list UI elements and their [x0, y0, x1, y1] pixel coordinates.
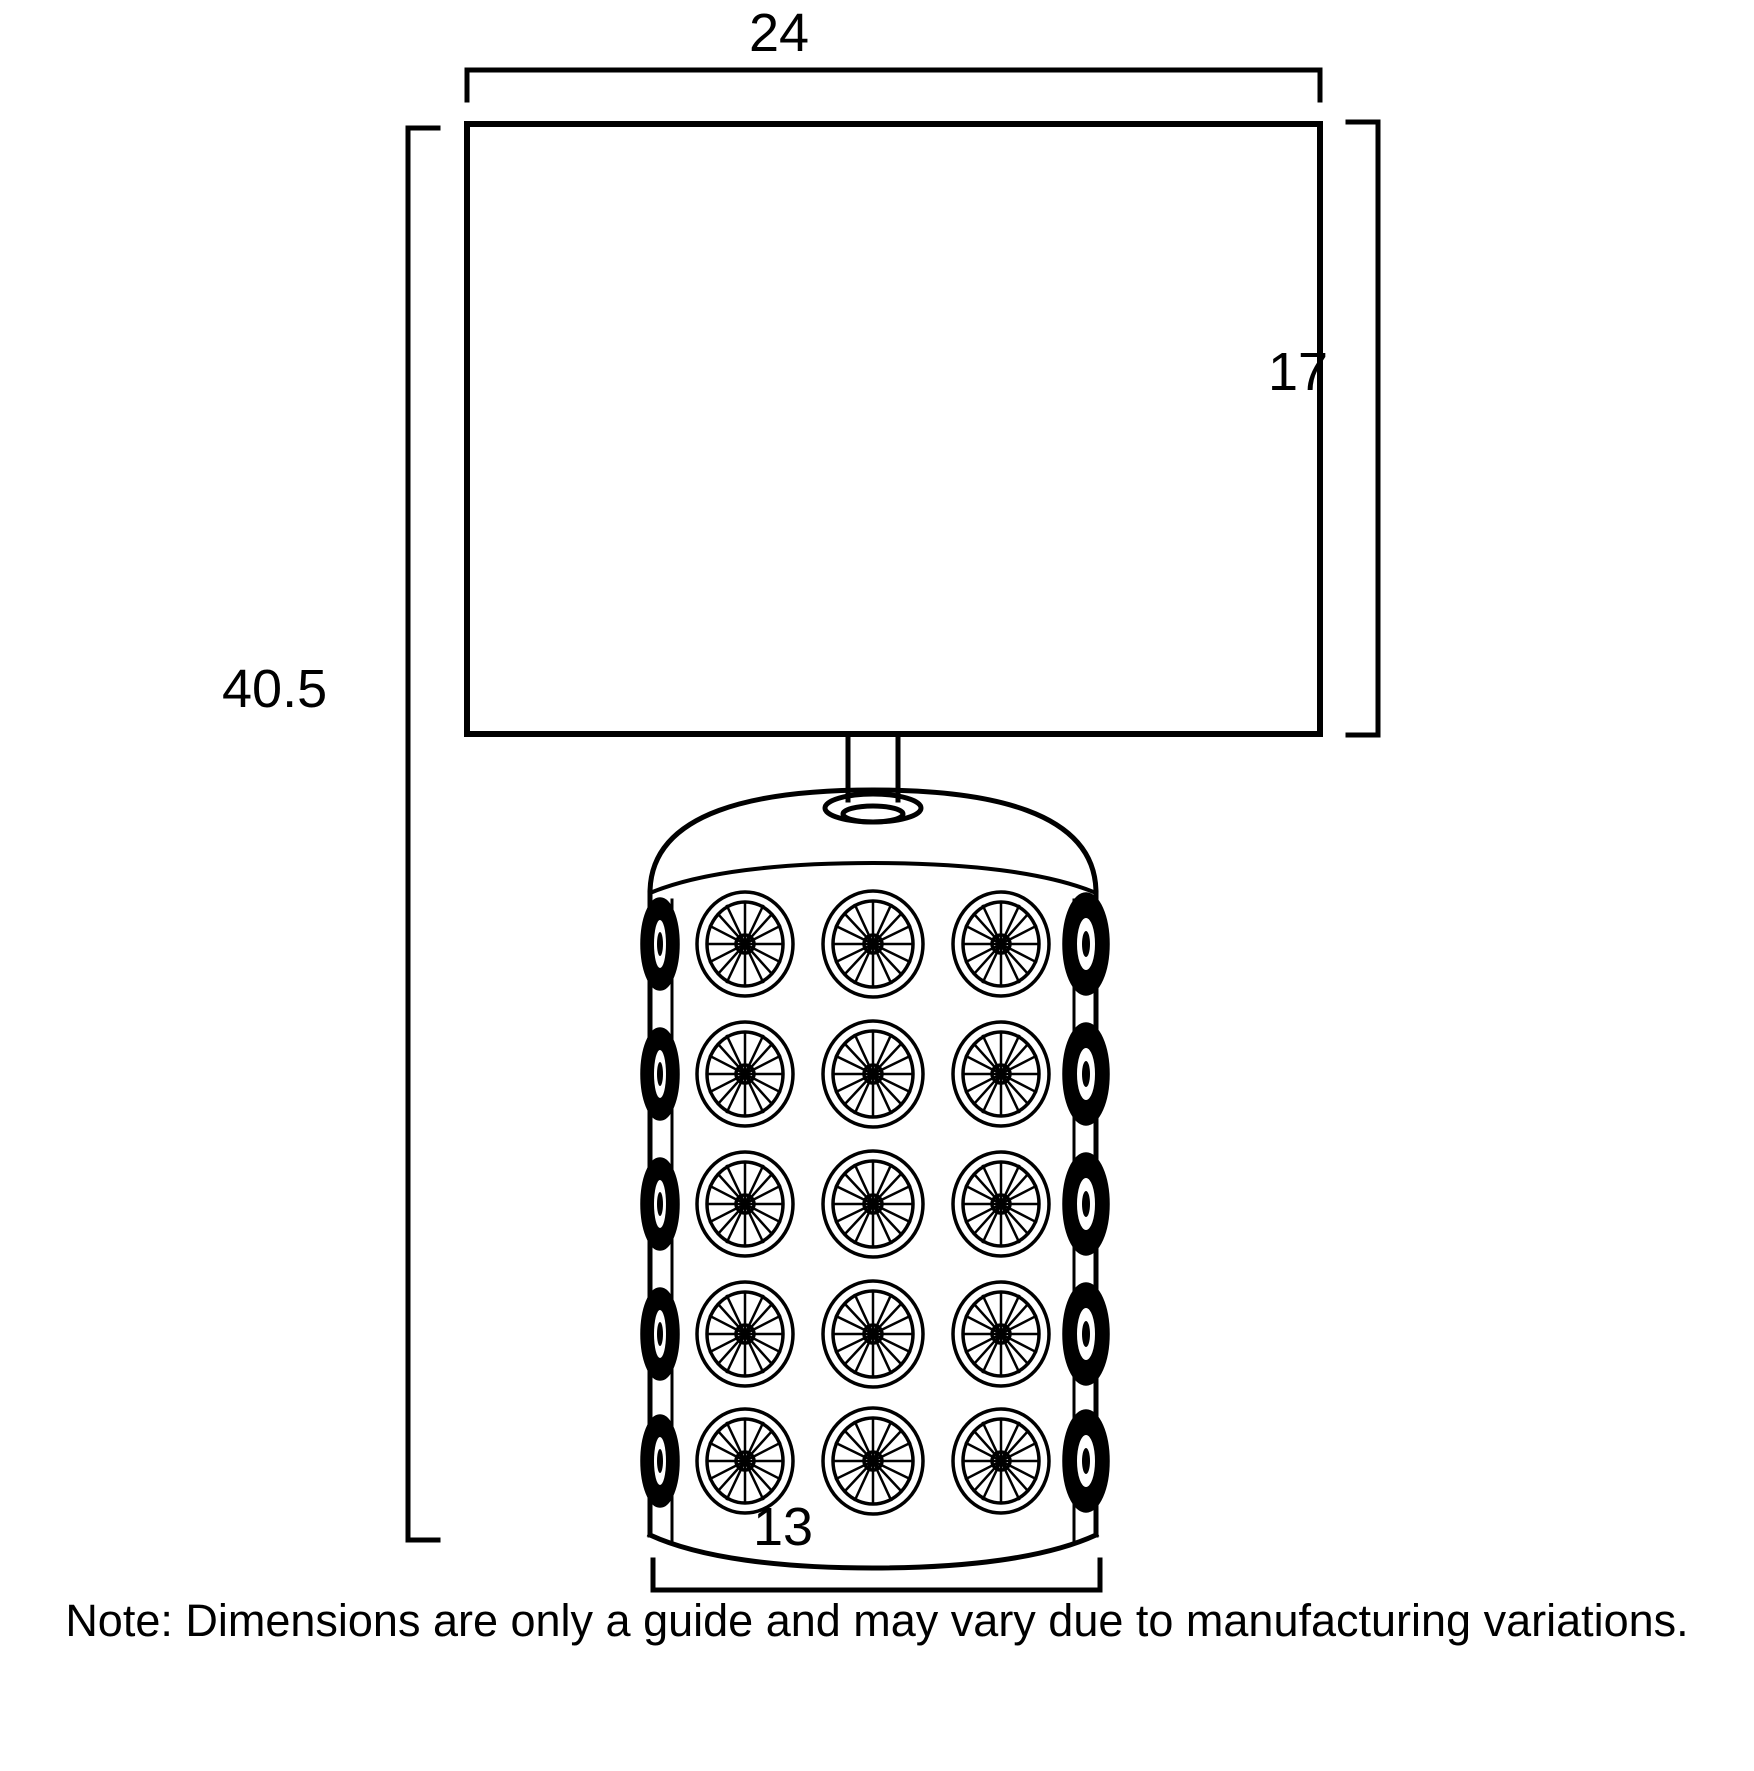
medallion — [953, 1282, 1049, 1386]
medallion — [642, 1159, 678, 1249]
medallion — [642, 1029, 678, 1119]
base-shoulder-inner — [650, 863, 1096, 893]
medallion — [1064, 1284, 1108, 1384]
dimension-line-base-width — [653, 1560, 1100, 1590]
dimension-line-top-width — [467, 70, 1320, 100]
medallion — [697, 1282, 793, 1386]
medallion — [823, 1281, 923, 1387]
medallion — [953, 892, 1049, 996]
medallion — [1064, 1411, 1108, 1511]
dimension-line-shade-height — [1348, 122, 1378, 735]
dimension-label-shade-width: 24 — [749, 3, 810, 63]
medallion — [1064, 1024, 1108, 1124]
medallion — [823, 1021, 923, 1127]
dimension-label-total-height: 40.5 — [222, 659, 328, 719]
manufacturing-note: Note: Dimensions are only a guide and may vary due to manufacturing variations. — [65, 1595, 1689, 1646]
medallion — [823, 1151, 923, 1257]
medallion — [697, 1152, 793, 1256]
medallion — [697, 1022, 793, 1126]
lamp-shade — [467, 124, 1320, 734]
medallion — [697, 892, 793, 996]
medallion — [642, 899, 678, 989]
medallion — [823, 891, 923, 997]
medallion — [953, 1022, 1049, 1126]
medallion — [642, 1416, 678, 1506]
medallion — [823, 1408, 923, 1514]
base-pattern-medallions — [642, 891, 1108, 1514]
shade-fitter-collar — [825, 794, 921, 822]
dimension-label-shade-height: 17 — [1268, 342, 1329, 402]
medallion — [953, 1152, 1049, 1256]
medallion — [1064, 894, 1108, 994]
medallion — [953, 1409, 1049, 1513]
medallion — [642, 1289, 678, 1379]
dimension-label-base-width: 13 — [753, 1497, 814, 1557]
medallion — [1064, 1154, 1108, 1254]
dimension-line-total-height — [408, 128, 438, 1540]
